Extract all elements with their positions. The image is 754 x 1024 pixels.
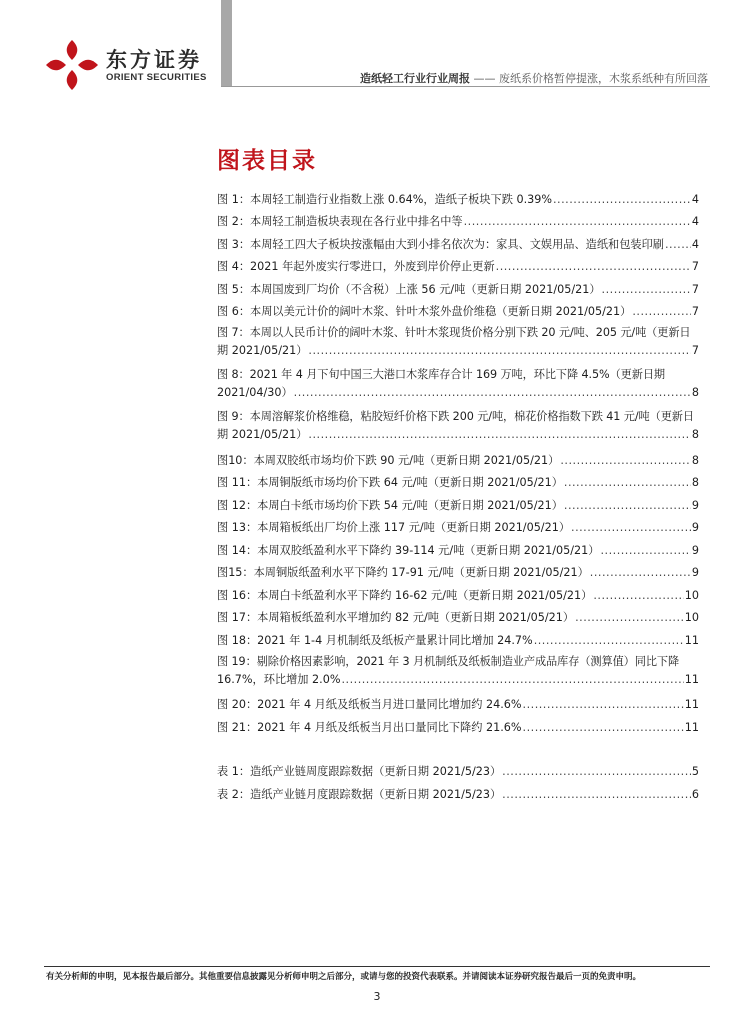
toc-entry-page: 8 [691,476,699,489]
dot-leader [590,566,691,580]
toc-entry-text: 图 12：本周白卡纸市场均价下跌 54 元/吨（更新日期 2021/05/21） [217,498,563,512]
toc-entry-text: 表 1：造纸产业链周度跟踪数据（更新日期 2021/5/23） [217,765,502,778]
toc-entry-page: 7 [691,282,699,296]
toc-entry-page: 9 [691,521,699,534]
toc-entry[interactable] [217,229,699,252]
toc-entry[interactable] [217,252,699,275]
toc-entry-text-line2: 16.7%，环比增加 2.0% [217,672,341,686]
dot-leader [564,499,691,513]
dot-leader [464,215,691,229]
toc-entry-text: 图 11：本周铜版纸市场均价下跌 64 元/吨（更新日期 2021/05/21） [217,476,563,489]
dot-leader [553,193,691,207]
toc-entry[interactable] [217,445,699,468]
report-name: 造纸轻工行业行业周报 [360,72,470,85]
footer-disclaimer: 有关分析师的申明，见本报告最后部分。其他重要信息披露见分析师申明之后部分，或请与您的投资代表联系。并请阅读本证券研究报告最后一页的免责申明。 [46,972,642,982]
toc-entry-page: 9 [691,566,699,579]
dot-leader [502,788,691,802]
toc-entry[interactable] [217,468,699,491]
table-list [217,757,699,802]
toc-entry-line2 [217,341,699,361]
toc-entry-page: 11 [684,698,699,711]
page-number: 3 [373,990,381,1003]
report-header-title [360,70,708,86]
toc-entry-page: 4 [691,215,699,228]
toc-entry-text: 图 18：2021 年 1-4 月机制纸及纸板产量累计同比增加 24.7% [217,633,533,647]
header-accent-bar [221,0,232,86]
dot-leader [600,544,690,558]
toc-entry-text: 图 17：本周箱板纸盈利水平增加约 82 元/吨（更新日期 2021/05/21） [217,611,575,624]
toc-entry-page: 11 [684,672,699,686]
toc-entry-page: 11 [684,720,699,734]
toc-entry-text: 图 2：本周轻工制造板块表现在各行业中排名中等 [217,215,463,228]
toc-entry[interactable] [217,408,699,445]
toc-entry-line2 [217,383,699,403]
toc-entry-text-line2: 期 2021/05/21） [217,344,308,357]
toc-entry[interactable] [217,274,699,297]
dot-leader [496,260,691,274]
list-gap [217,735,699,757]
dot-leader [341,670,683,690]
dot-leader [523,721,684,735]
toc-entry-text: 图 13：本周箱板纸出厂均价上涨 117 元/吨（更新日期 2021/05/21） [217,521,571,534]
toc-entry[interactable] [217,558,699,581]
dot-leader [575,611,684,625]
toc-entry-text: 图 3：本周轻工四大子板块按涨幅由大到小排名依次为：家具、文娱用品、造纸和包装印刷 [217,237,664,251]
dot-leader [665,238,691,252]
toc-entry[interactable] [217,490,699,513]
dot-leader [560,454,691,468]
figure-list [217,184,699,735]
toc-entry-page: 7 [691,260,699,273]
toc-entry[interactable] [217,625,699,648]
toc-entry-text-line1: 图 8：2021 年 4 月下旬中国三大港口木浆库存合计 169 万吨，环比下降 4.5%（更新日期 [217,368,666,381]
toc-entry-page: 11 [684,633,699,647]
toc-entry-text-line2: 2021/04/30） [217,386,293,399]
table-of-figures [217,184,699,802]
toc-entry-text: 图 5：本周国废到厂均价（不含税）上涨 56 元/吨（更新日期 2021/05/21） [217,282,601,296]
toc-entry-text-line1: 图 9：本周溶解浆价格维稳，粘胶短纤价格下跌 200 元/吨，棉花价格指数下跌 41 元/吨（更新日 [217,410,694,423]
dot-leader [593,589,683,603]
dot-leader [523,698,684,712]
orient-securities-logo-icon [44,38,100,92]
toc-entry-page: 4 [691,192,699,206]
dot-leader [564,476,691,490]
dot-leader [534,634,684,648]
toc-entry-text: 图10：本周双胶纸市场均价下跌 90 元/吨（更新日期 2021/05/21） [217,453,560,467]
toc-entry[interactable] [217,535,699,558]
header-divider [221,86,710,87]
toc-entry[interactable] [217,603,699,626]
logo-chinese-name: 东方证券 [106,47,202,72]
toc-entry-text: 图 1：本周轻工制造行业指数上涨 0.64%，造纸子板块下跌 0.39% [217,192,552,206]
toc-entry-text: 图15：本周铜版纸盈利水平下降约 17-91 元/吨（更新日期 2021/05/21） [217,566,589,579]
toc-entry-text-line2: 期 2021/05/21） [217,428,308,441]
toc-entry[interactable] [217,184,699,207]
toc-entry[interactable] [217,779,699,802]
dot-leader [632,305,691,319]
toc-entry[interactable] [217,653,699,690]
toc-entry-page: 9 [691,543,699,557]
toc-entry-page: 9 [691,498,699,512]
toc-entry-page: 10 [684,611,699,624]
toc-entry-page: 8 [691,428,699,441]
dot-leader [502,765,691,779]
toc-entry-page: 4 [691,237,699,251]
toc-entry-text: 表 2：造纸产业链月度跟踪数据（更新日期 2021/5/23） [217,787,502,801]
toc-entry-text: 图 16：本周白卡纸盈利水平下降约 16-62 元/吨（更新日期 2021/05/21） [217,588,593,602]
toc-entry[interactable] [217,297,699,320]
toc-entry-page: 6 [691,787,699,801]
dot-leader [294,383,691,403]
toc-entry-text-line1: 图 19：剔除价格因素影响，2021 年 3 月机制纸及纸板制造业产成品库存（测算值）同比下降 [217,654,680,668]
toc-entry[interactable] [217,513,699,536]
report-subtitle: —— 废纸系价格暂停提涨，木浆系纸种有所回落 [473,72,708,85]
toc-entry-page: 7 [691,305,699,318]
toc-entry[interactable] [217,207,699,230]
toc-entry[interactable] [217,324,699,361]
dot-leader [308,341,690,361]
toc-entry-text-line1: 图 7：本周以人民币计价的阔叶木浆、针叶木浆现货价格分别下跌 20 元/吨、205 元/吨（更新日 [217,326,691,339]
toc-entry-text: 图 4：2021 年起外废实行零进口，外废到岸价停止更新 [217,260,495,273]
toc-entry[interactable] [217,690,699,713]
toc-entry-page: 5 [691,765,699,778]
toc-entry-line2 [217,670,699,690]
dot-leader [308,425,690,445]
toc-entry-text: 图 21：2021 年 4 月纸及纸板当月出口量同比下降约 21.6% [217,720,522,734]
company-logo [44,38,207,92]
toc-entry-text: 图 6：本周以美元计价的阔叶木浆、针叶木浆外盘价维稳（更新日期 2021/05/21） [217,305,632,318]
toc-entry-page: 10 [684,588,699,602]
toc-entry-page: 8 [691,386,699,399]
toc-entry-line2 [217,425,699,445]
dot-leader [602,283,691,297]
toc-entry[interactable] [217,580,699,603]
toc-entry[interactable] [217,712,699,735]
toc-entry-page: 7 [691,344,699,357]
toc-entry[interactable] [217,366,699,403]
toc-entry-text: 图 14：本周双胶纸盈利水平下降约 39-114 元/吨（更新日期 2021/05/21） [217,543,600,557]
dot-leader [571,521,691,535]
toc-entry-page: 8 [691,453,699,467]
logo-english-name: ORIENT SECURITIES [106,71,207,83]
toc-title: 图表目录 [217,148,317,174]
toc-entry-text: 图 20：2021 年 4 月纸及纸板当月进口量同比增加约 24.6% [217,698,522,711]
footer-divider [44,966,710,967]
toc-entry[interactable] [217,757,699,780]
